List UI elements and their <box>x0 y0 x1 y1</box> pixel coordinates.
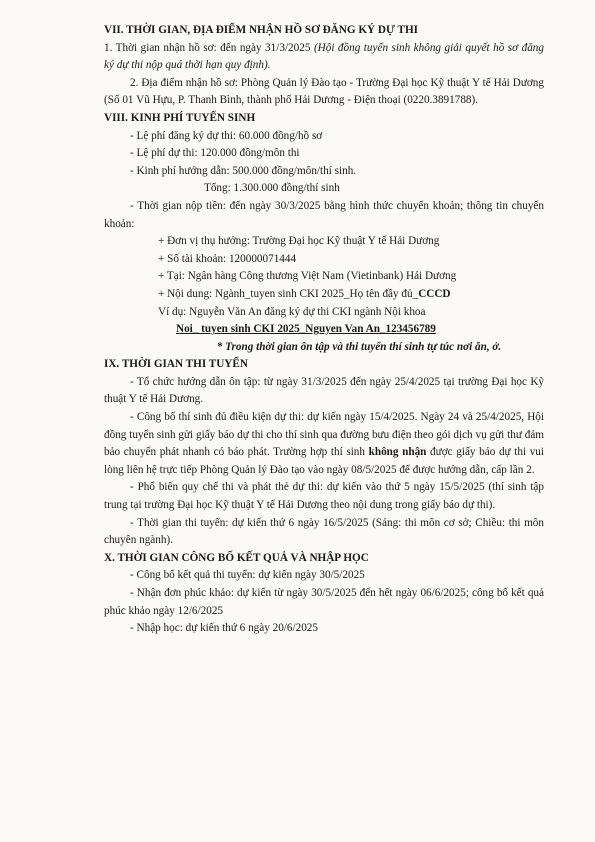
appeal-period: - Nhận đơn phúc khảo: dự kiến từ ngày 30/5/2025 đến hết ngày 06/6/2025; công bố kết quả phúc khảo ngày 12/6/2025 <box>104 587 544 617</box>
submission-deadline-text: 1. Thời gian nhận hồ sơ: đến ngày 31/3/2025 <box>104 41 314 54</box>
section-7-title: VII. THỜI GIAN, ĐỊA ĐIỂM NHẬN HỒ SƠ ĐĂNG KÝ DỰ THI <box>104 24 419 36</box>
cccd-label: CCCD <box>418 287 451 300</box>
payment-deadline: - Thời gian nộp tiền: đến ngày 30/3/2025 bằng hình thức chuyển khoản; thông tin chuyển khoản: <box>104 199 544 230</box>
fee-total: Tổng: 1.300.000 đồng/thí sinh <box>204 182 340 195</box>
section-8-title: VIII. KINH PHÍ TUYỂN SINH <box>104 111 256 124</box>
payment-example: Ví dụ: Nguyễn Văn An đăng ký dự thi CKI ngành Nội khoa <box>158 305 426 318</box>
fee-guidance: - Kinh phí hướng dẫn: 500.000 đồng/môn/thí sinh. <box>130 164 357 177</box>
fee-registration: - Lệ phí đăng ký dự thi: 60.000 đồng/hồ sơ <box>130 129 323 142</box>
section-7-item-2: 2. Địa điểm nhận hồ sơ: Phòng Quản lý Đào tạo - Trường Đại học Kỹ thuật Y tế Hải Dương (Số 01 Vũ Hựu, P. Thanh Bình, thành phố Hải Dương - Điện thoại (0220.3891788). <box>104 76 544 107</box>
not-received-emphasis: không nhận <box>368 446 427 459</box>
bank-account: + Số tài khoản: 120000071444 <box>158 252 297 265</box>
eligibility-announcement: - Công bố thí sinh đủ điều kiện dự thi: dự kiến ngày 15/4/2025. Ngày 24 và 25/4/2025, Hội đồng tuyển sinh gửi giấy báo dự thi cho thí sinh qua đường bưu điện theo gói dịch vụ gửi thư đảm bảo chuyển phát nhanh có báo phát. Trường hợp thí sinh không nhận được giấy báo dự thi vui lòng liên hệ trực tiếp Phòng Quản lý Đào tạo vào ngày 08/5/2025 để được hướng dẫn, cấp lần 2. <box>104 411 544 476</box>
enrollment-date: - Nhập học: dự kiến thứ 6 ngày 20/6/2025 <box>130 622 318 635</box>
bank-name: + Tại: Ngân hàng Công thương Việt Nam (Vietinbank) Hải Dương <box>158 270 457 283</box>
exam-regulations: - Phổ biến quy chế thi và phát thẻ dự thi: dự kiến vào thứ 5 ngày 15/5/2025 (thí sinh tập trung tại trường Đại học Kỹ thuật Y tế Hải Dương theo nội dung trong giấy báo dự thi). <box>104 481 544 512</box>
bank-content: + Nội dung: Ngành_tuyen sinh CKI 2025_Họ tên đầy đủ_CCCD <box>158 287 451 300</box>
document-page <box>104 22 544 638</box>
exam-time: - Thời gian thi tuyển: dự kiến thứ 6 ngày 16/5/2025 (Sáng: thi môn cơ sở; Chiều: thi môn chuyên ngành). <box>104 516 544 547</box>
bank-beneficiary: + Đơn vị thụ hưởng: Trường Đại học Kỹ thuật Y tế Hải Dương <box>158 235 440 248</box>
review-guidance: - Tổ chức hướng dẫn ôn tập: từ ngày 31/3/2025 đến ngày 25/4/2025 tại trường Đại học Kỹ thuật Y tế Hải Dương. <box>104 375 544 406</box>
payment-example-code: Noi_ tuyen sinh CKI 2025_Nguyen Van An_123456789 <box>176 323 436 336</box>
results-announcement: - Công bố kết quả thi tuyển: dự kiến ngày 30/5/2025 <box>130 569 365 582</box>
section-10-title: X. THỜI GIAN CÔNG BỐ KẾT QUẢ VÀ NHẬP HỌC <box>104 551 369 564</box>
accommodation-note: * Trong thời gian ôn tập và thi tuyển thí sinh tự túc nơi ăn, ở. <box>216 340 502 353</box>
fee-exam: - Lệ phí dự thi: 120.000 đồng/môn thi <box>130 147 300 160</box>
section-9-title: IX. THỜI GIAN THI TUYỂN <box>104 358 248 371</box>
submission-deadline-note: (Hội đồng tuyển sinh không giải quyết hồ sơ đăng ký dự thi nộp quá thời hạn quy định). <box>104 41 544 72</box>
section-7-item-1 <box>104 40 544 75</box>
